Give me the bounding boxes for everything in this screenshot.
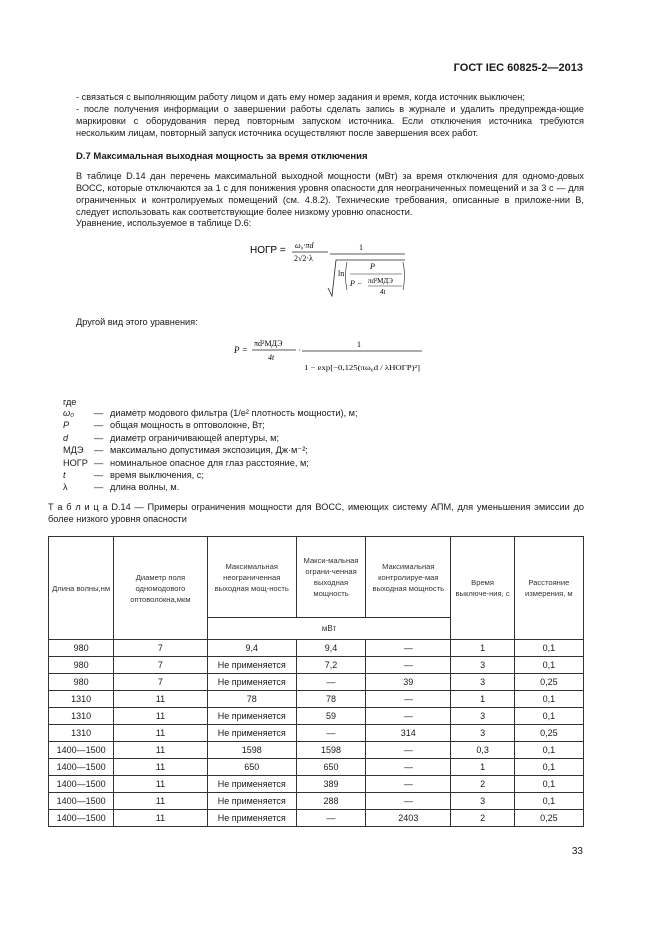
table-cell: 314 <box>366 725 451 742</box>
table-cell: 1310 <box>49 708 114 725</box>
eq1-inner-den: 4t <box>380 288 386 296</box>
document-id: ГОСТ IEC 60825-2—2013 <box>453 62 583 74</box>
table-cell: 0,25 <box>514 725 583 742</box>
table-cell: Не применяется <box>207 657 296 674</box>
col-header-controlled-power: Максимальная контролируе-мая выходная мощность <box>366 537 451 618</box>
table-cell: 980 <box>49 640 114 657</box>
table-cell: — <box>296 674 365 691</box>
table-cell: 7 <box>114 640 207 657</box>
table-cell: 0,3 <box>451 742 514 759</box>
eq1-lhs: НОГР = <box>250 245 286 256</box>
table-cell: 1 <box>451 640 514 657</box>
table-cell: 980 <box>49 657 114 674</box>
table-cell: 11 <box>114 708 207 725</box>
symbol: t <box>63 470 66 480</box>
table-cell: 11 <box>114 810 207 827</box>
symbol-row <box>63 420 583 432</box>
table-cell: 1 <box>451 691 514 708</box>
table-cell: 1 <box>451 759 514 776</box>
table-cell: 3 <box>451 708 514 725</box>
table-cell: 288 <box>296 793 365 810</box>
symbol-dash: — <box>94 432 104 443</box>
table-cell: 7 <box>114 657 207 674</box>
table-cell: 59 <box>296 708 365 725</box>
unit-label: мВт <box>207 618 451 640</box>
table-cell: 11 <box>114 742 207 759</box>
symbol-dash: — <box>94 408 104 418</box>
table-cell: 2403 <box>366 810 451 827</box>
section-paragraph-1: В таблице D.14 дан перечень максимальной выходной мощности (мВт) за время отключения для одномо-довых ВОСС, которые отключаются за 1 с для понижения уровня опасности для неограниченных помещений и за 3 с — для ограниченных и контролируемых помещений (см. 4.8.2). Технические требования, описанные в приложе-нии B, следует использовать как соответствующие более низкому уровню опасности. <box>76 171 584 217</box>
table-cell: 2 <box>451 776 514 793</box>
table-cell: 0,1 <box>514 793 583 810</box>
table-row <box>49 742 584 759</box>
symbol-description: общая мощность в оптоволокне, Вт; <box>110 420 265 431</box>
table-row <box>49 657 584 674</box>
table-cell: 11 <box>114 793 207 810</box>
symbol-description: время выключения, с; <box>110 470 204 480</box>
symbol-description: диаметр модового фильтра (1/e² плотность мощности), м; <box>110 408 358 418</box>
section-paragraph-2: Уравнение, используемое в таблице D.6: <box>76 218 252 228</box>
symbol-dash: — <box>94 482 104 493</box>
table-cell: 7,2 <box>296 657 365 674</box>
table-cell: Не применяется <box>207 708 296 725</box>
col-header-shutdown-time: Время выключе-ния, с <box>451 537 514 640</box>
col-header-restricted-power: Макси-мальная ограни-ченная выходная мощность <box>296 537 365 618</box>
table-row <box>49 776 584 793</box>
table-cell: 0,25 <box>514 674 583 691</box>
table-cell: 1310 <box>49 691 114 708</box>
table-cell: 11 <box>114 776 207 793</box>
eq2-num: πd²МДЭ <box>254 339 283 348</box>
table-cell: 0,1 <box>514 708 583 725</box>
table-cell: 389 <box>296 776 365 793</box>
table-cell: 980 <box>49 674 114 691</box>
table-cell: — <box>366 759 451 776</box>
col-header-unrestricted-power: Максимальная неограниченная выходная мощ-ность <box>207 537 296 618</box>
table-cell: 11 <box>114 725 207 742</box>
table-row <box>49 640 584 657</box>
col-header-wavelength: Длина волны,нм <box>49 537 114 640</box>
table-cell: 1400—1500 <box>49 759 114 776</box>
eq1-p2: P − <box>350 279 363 288</box>
symbol-row <box>63 433 583 445</box>
table-cell: 0,1 <box>514 776 583 793</box>
symbol: МДЭ <box>63 445 84 456</box>
symbol-row <box>63 482 583 494</box>
symbol-dash: — <box>94 470 104 480</box>
where-label: где <box>63 397 77 407</box>
table-cell: — <box>296 725 365 742</box>
table-cell: 1598 <box>207 742 296 759</box>
table-cell: 3 <box>451 674 514 691</box>
table-cell: 9,4 <box>296 640 365 657</box>
table-cell: 1310 <box>49 725 114 742</box>
page-number: 33 <box>571 846 583 857</box>
eq1-p: P <box>370 262 375 271</box>
symbol-row <box>63 470 583 482</box>
symbol: ω₀ <box>63 408 75 418</box>
symbol-row <box>63 408 583 420</box>
symbol-description: диаметр ограничивающей апертуры, м; <box>110 432 280 443</box>
table-cell: 3 <box>451 657 514 674</box>
table-cell: — <box>366 793 451 810</box>
symbol-dash: — <box>94 457 104 468</box>
table-row <box>49 708 584 725</box>
symbol-row <box>63 445 583 457</box>
section-heading: D.7 Максимальная выходная мощность за время отключения <box>76 151 368 162</box>
eq1-inner-num: πd²МДЭ <box>368 277 393 285</box>
table-cell: 0,1 <box>514 691 583 708</box>
col-header-fiber-diameter: Диаметр поля одномодового оптоволокна,мкм <box>114 537 207 640</box>
table-cell: 3 <box>451 725 514 742</box>
table-cell: — <box>296 810 365 827</box>
table-cell: 1400—1500 <box>49 742 114 759</box>
table-cell: 0,1 <box>514 657 583 674</box>
table-cell: 0,1 <box>514 742 583 759</box>
eq2-den: 4t <box>268 353 275 362</box>
table-row <box>49 674 584 691</box>
table-cell: Не применяется <box>207 793 296 810</box>
table-cell: — <box>366 776 451 793</box>
intro-line-2: - после получения информации о завершении работы сделать запись в журнале и удалить предупрежда-ющие маркировки с оборудования перед повторным запуском источника. Если отключения источника требуются нескольким лицам, повторный запуск источника осуществляют после завершения всех работ. <box>76 104 584 138</box>
table-cell: 11 <box>114 759 207 776</box>
table-cell: 3 <box>451 793 514 810</box>
table-cell: 650 <box>207 759 296 776</box>
symbol-row <box>63 458 583 470</box>
eq1-num: ω₀·πd <box>295 241 314 250</box>
table-cell: 0,1 <box>514 640 583 657</box>
table-cell: Не применяется <box>207 725 296 742</box>
table-cell: 1400—1500 <box>49 793 114 810</box>
table-cell: — <box>366 708 451 725</box>
intro-line-1: - связаться с выполняющим работу лицом и дать ему номер задания и время, когда источник выключен; <box>76 92 525 102</box>
table-row <box>49 810 584 827</box>
table-cell: 39 <box>366 674 451 691</box>
power-limits-table <box>48 536 584 827</box>
eq1-den: 2√2·λ <box>294 254 313 263</box>
table-cell: — <box>366 691 451 708</box>
table-cell: 1400—1500 <box>49 776 114 793</box>
table-row <box>49 725 584 742</box>
table-cell: — <box>366 640 451 657</box>
table-cell: — <box>366 742 451 759</box>
table-cell: 7 <box>114 674 207 691</box>
symbol: НОГР <box>63 457 88 468</box>
equation-1 <box>240 238 420 303</box>
table-cell: Не применяется <box>207 776 296 793</box>
table-cell: 9,4 <box>207 640 296 657</box>
eq2-lhs: P = <box>234 345 248 355</box>
table-cell: 1400—1500 <box>49 810 114 827</box>
table-row <box>49 793 584 810</box>
table-cell: 78 <box>207 691 296 708</box>
table-cell: 2 <box>451 810 514 827</box>
table-cell: 78 <box>296 691 365 708</box>
svg-text:·: · <box>298 346 301 355</box>
table-cell: 0,25 <box>514 810 583 827</box>
table-caption: Т а б л и ц а D.14 — Примеры ограничения мощности для ВОСС, имеющих систему АПМ, для уменьшения эмиссии до более низкого уровня опасности <box>48 502 584 524</box>
table-body <box>49 640 584 827</box>
eq1-ln: ln <box>338 269 345 278</box>
symbol-description: длина волны, м. <box>110 482 180 493</box>
section-paragraph-3: Другой вид этого уравнения: <box>76 317 198 327</box>
symbol-description: номинальное опасное для глаз расстояние, м; <box>110 457 309 468</box>
table-row <box>49 759 584 776</box>
table-cell: — <box>366 657 451 674</box>
symbol: P <box>63 420 70 431</box>
eq2-den2: 1 − exp[−0,125(πω₀d / λНОГР)²] <box>304 364 420 372</box>
table-cell: 11 <box>114 691 207 708</box>
symbol: λ <box>63 482 68 493</box>
symbol: d <box>63 432 69 443</box>
table-cell: 0,1 <box>514 759 583 776</box>
table-cell: 1598 <box>296 742 365 759</box>
col-header-measurement-distance: Расстояние измерения, м <box>514 537 583 640</box>
table-cell: 650 <box>296 759 365 776</box>
eq1-one: 1 <box>359 243 363 252</box>
symbol-dash: — <box>94 445 104 456</box>
equation-2 <box>232 336 432 384</box>
table-cell: Не применяется <box>207 810 296 827</box>
table-row <box>49 691 584 708</box>
symbol-description: максимально допустимая экспозиция, Дж·м⁻²; <box>110 445 308 456</box>
table-cell: Не применяется <box>207 674 296 691</box>
eq2-one: 1 <box>357 340 361 349</box>
symbol-dash: — <box>94 420 104 431</box>
